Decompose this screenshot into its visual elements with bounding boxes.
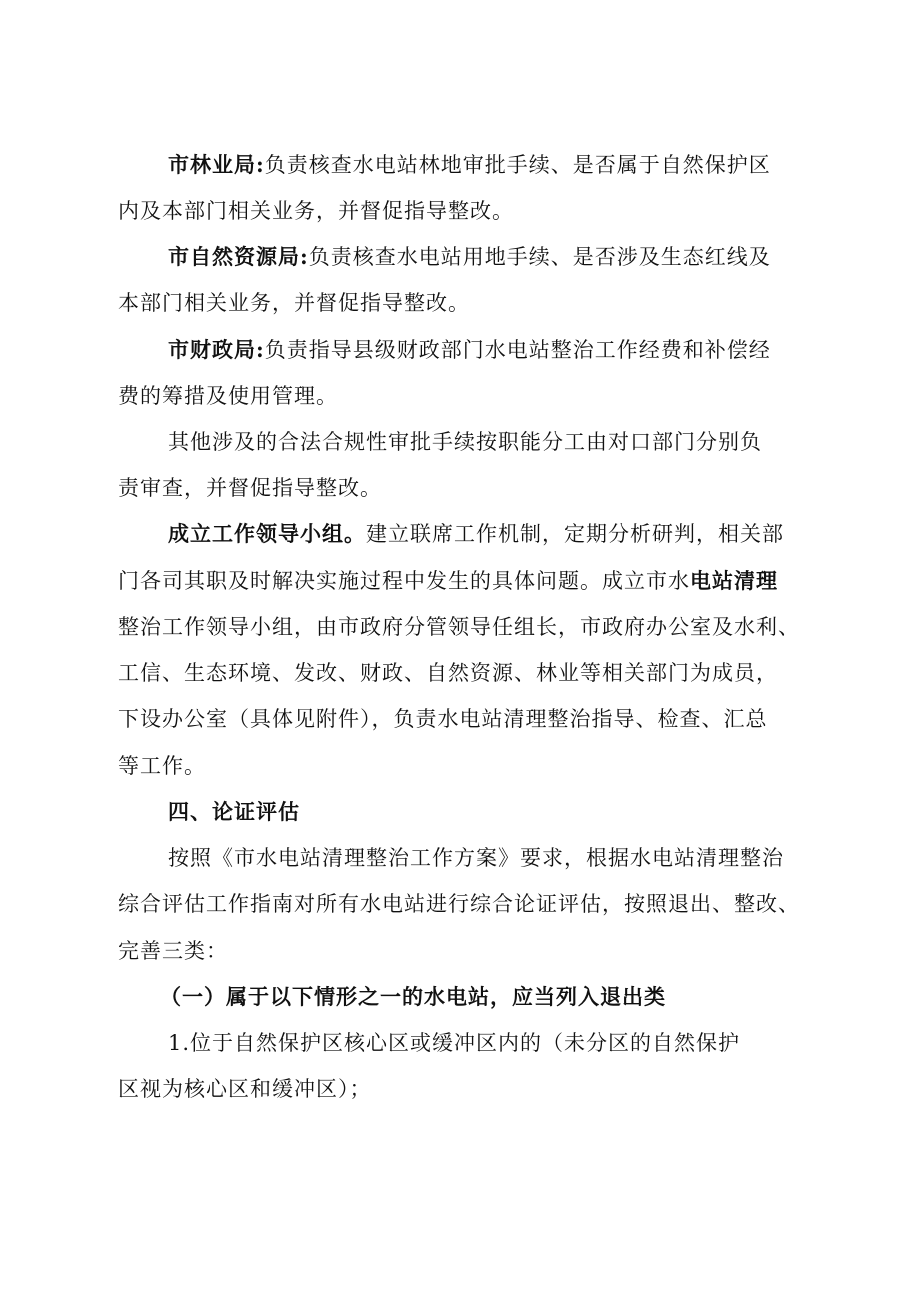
paragraph-natural-resources-line-2: 本部门相关业务，并督促指导整改。 bbox=[118, 291, 470, 315]
paragraph-other-line-2: 责审查，并督促指导整改。 bbox=[118, 476, 382, 500]
paragraph-other-line-1: 其他涉及的合法合规性审批手续按职能分工由对口部门分别负 bbox=[168, 430, 762, 454]
paragraph-assessment-line-2: 综合评估工作指南对所有水电站进行综合论证评估，按照退出、整改、 bbox=[118, 892, 800, 916]
natural-resources-bureau-text: 负责核查水电站用地手续、是否涉及生态红线及 bbox=[308, 245, 771, 269]
subsection-1-title: （一）属于以下情形之一的水电站，应当列入退出类 bbox=[160, 984, 666, 1009]
paragraph-leading-group-line-1 bbox=[168, 520, 784, 548]
leading-group-line-2-text: 门各司其职及时解决实施过程中发生的具体问题。成立市水 bbox=[118, 569, 690, 593]
paragraph-leading-group-line-2 bbox=[118, 567, 778, 595]
finance-bureau-heading: 市财政局: bbox=[168, 337, 265, 362]
leading-group-text: 建立联席工作机制，定期分析研判，相关部 bbox=[366, 522, 784, 546]
forestry-bureau-heading: 市林业局: bbox=[168, 152, 265, 177]
paragraph-forestry-line-2: 内及本部门相关业务，并督促指导整改。 bbox=[118, 199, 514, 223]
section-4-title: 四、论证评估 bbox=[168, 799, 300, 824]
paragraph-natural-resources-line-1 bbox=[168, 243, 771, 271]
forestry-bureau-text: 负责核查水电站林地审批手续、是否属于自然保护区 bbox=[264, 153, 771, 177]
paragraph-leading-group-line-4: 工信、生态环境、发改、财政、自然资源、林业等相关部门为成员， bbox=[118, 661, 778, 685]
paragraph-forestry-line-1 bbox=[168, 151, 805, 179]
leading-group-heading: 成立工作领导小组。 bbox=[168, 521, 366, 546]
paragraph-leading-group-line-5: 下设办公室（具体见附件），负责水电站清理整治指导、检查、汇总 bbox=[118, 707, 768, 731]
finance-bureau-text: 负责指导县级财政部门水电站整治工作经费和补偿经 bbox=[264, 338, 771, 362]
paragraph-finance-line-2: 费的筹措及使用管理。 bbox=[118, 384, 338, 408]
paragraph-leading-group-line-6: 等工作。 bbox=[118, 754, 206, 778]
leading-group-line-2-bold: 电站清理 bbox=[690, 568, 778, 593]
paragraph-finance-line-1 bbox=[168, 336, 771, 364]
natural-resources-bureau-heading: 市自然资源局: bbox=[168, 244, 309, 269]
item-1-line-1: 1.位于自然保护区核心区或缓冲区内的（未分区的自然保护 bbox=[168, 1031, 741, 1055]
paragraph-leading-group-line-3: 整治工作领导小组，由市政府分管领导任组长，市政府办公室及水利、 bbox=[118, 615, 800, 639]
paragraph-assessment-line-3: 完善三类： bbox=[118, 939, 228, 963]
paragraph-assessment-line-1: 按照《市水电站清理整治工作方案》要求，根据水电站清理整治 bbox=[168, 846, 784, 870]
item-1-line-2: 区视为核心区和缓冲区）； bbox=[118, 1077, 372, 1101]
